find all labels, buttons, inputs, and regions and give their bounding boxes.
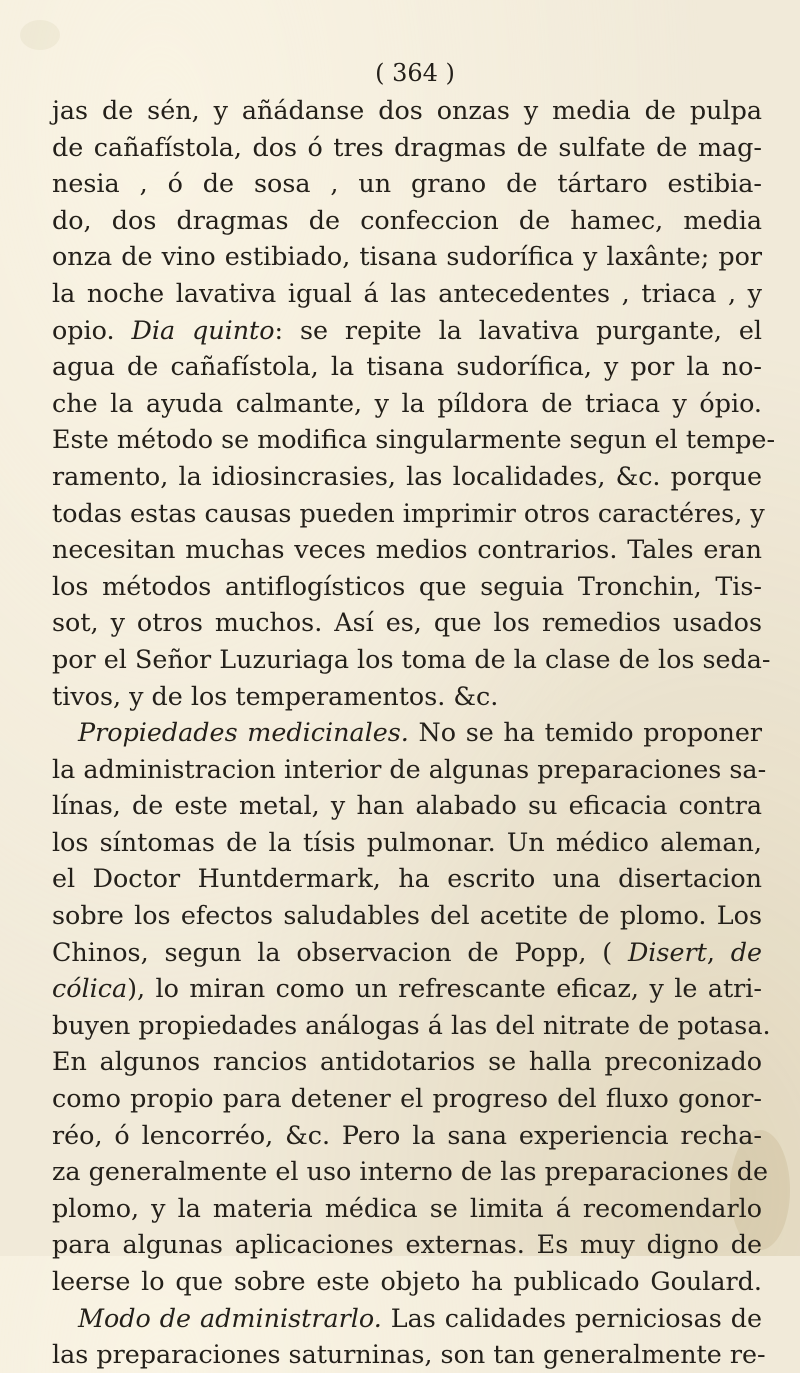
text-line: leerse lo que sobre este objeto ha publicado Goulard. bbox=[52, 1266, 762, 1296]
book-page bbox=[52, 56, 776, 1373]
text-line: de cañafístola, dos ó tres dragmas de sulfate de mag- bbox=[52, 131, 762, 162]
text-line: nesia , ó de sosa , un grano de tártaro estibia- bbox=[52, 168, 762, 199]
text-line: la noche lavativa igual á las antecedentes , triaca , y bbox=[52, 277, 762, 308]
text-line: los métodos antiflogísticos que seguia Tronchin, Tis- bbox=[52, 570, 762, 601]
page-number: ( 364 ) bbox=[375, 59, 455, 87]
text-line: Modo de administrarlo. Las calidades perniciosas de bbox=[78, 1302, 762, 1333]
text-line: sot, y otros muchos. Así es, que los remedios usados bbox=[52, 607, 762, 638]
text-line: línas, de este metal, y han alabado su eficacia contra bbox=[52, 790, 762, 821]
text-line: za generalmente el uso interno de las preparaciones de bbox=[52, 1156, 769, 1187]
text-line: la administracion interior de algunas preparaciones sa- bbox=[52, 753, 767, 784]
text-line: las preparaciones saturninas, son tan generalmente re- bbox=[52, 1339, 766, 1370]
text-line: todas estas causas pueden imprimir otros caractéres, y bbox=[52, 497, 765, 528]
text-line: necesitan muchas veces medios contrarios. Tales eran bbox=[52, 534, 762, 565]
text-line: jas de sén, y añádanse dos onzas y media de pulpa bbox=[52, 95, 762, 125]
text-line: Chinos, segun la observacion de Popp, ( Disert, de bbox=[52, 936, 762, 967]
text-line: tivos, y de los temperamentos. &c. bbox=[52, 680, 499, 711]
text-line: sobre los efectos saludables del acetite de plomo. Los bbox=[52, 900, 762, 931]
text-line: como propio para detener el progreso del fluxo gonor- bbox=[52, 1083, 762, 1114]
text-line: cólica), lo miran como un refrescante eficaz, y le atri- bbox=[52, 973, 762, 1004]
text-line: plomo, y la materia médica se limita á recomendarlo bbox=[52, 1192, 762, 1223]
text-line: buyen propiedades análogas á las del nitrate de potasa. bbox=[52, 1009, 771, 1040]
text-line: el Doctor Huntdermark, ha escrito una disertacion bbox=[52, 863, 762, 894]
body-text bbox=[52, 92, 776, 1373]
text-line: opio. Dia quinto: se repite la lavativa purgante, el bbox=[52, 314, 762, 345]
text-line: Este método se modifica singularmente segun el tempe- bbox=[52, 424, 776, 455]
text-line: los síntomas de la tísis pulmonar. Un médico aleman, bbox=[52, 826, 762, 857]
text-line: por el Señor Luzuriaga los toma de la clase de los seda- bbox=[52, 643, 771, 674]
text-line: En algunos rancios antidotarios se halla preconizado bbox=[52, 1046, 762, 1077]
text-line: Propiedades medicinales. No se ha temido proponer bbox=[78, 717, 762, 748]
text-line: agua de cañafístola, la tisana sudorífica, y por la no- bbox=[52, 351, 762, 382]
text-line: ramento, la idiosincrasies, las localidades, &c. porque bbox=[52, 460, 762, 491]
text-line: para algunas aplicaciones externas. Es muy digno de bbox=[52, 1229, 762, 1260]
text-line: che la ayuda calmante, y la píldora de triaca y ópio. bbox=[52, 387, 762, 418]
text-line: onza de vino estibiado, tisana sudorífica y laxânte; por bbox=[52, 241, 762, 272]
text-line: réo, ó lencorréo, &c. Pero la sana experiencia recha- bbox=[52, 1119, 762, 1150]
text-line: do, dos dragmas de confeccion de hamec, media bbox=[52, 204, 762, 235]
